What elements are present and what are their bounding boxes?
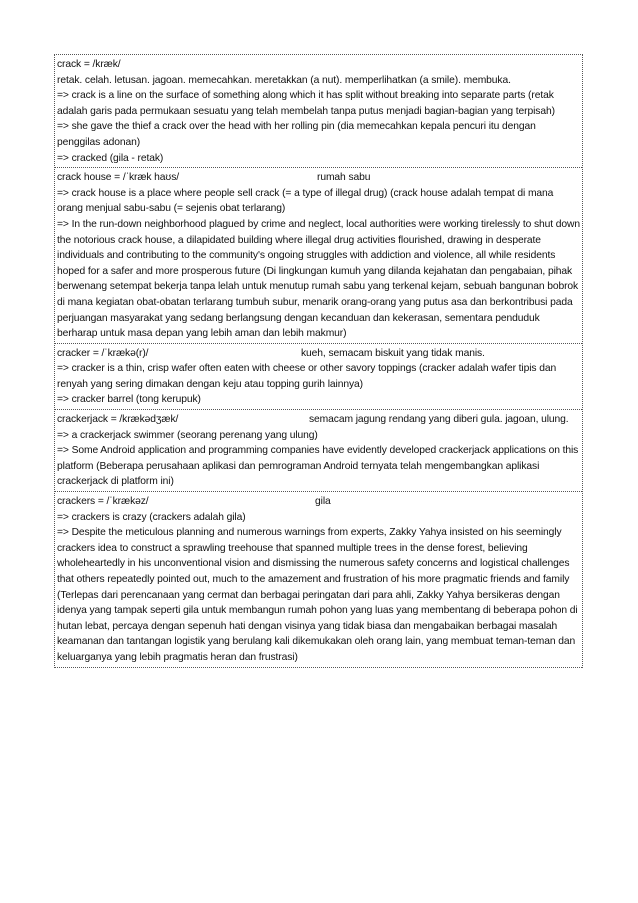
entry-head (57, 494, 580, 510)
entry-crack (55, 55, 582, 168)
headword: crackerjack = /krækədʒæk/ (57, 414, 179, 426)
example-line: => cracker is a thin, crisp wafer often eaten with cheese or other savory toppings (cracker adalah wafer tipis dan renyah yang sering dimakan dengan keju atau topping gurih lainnya) (57, 363, 557, 390)
example-line: => she gave the thief a crack over the head with her rolling pin (dia memecahkan kepala pencuri itu dengan penggilas adonan) (57, 121, 536, 148)
meaning: rumah sabu (317, 172, 371, 184)
example-line: => crack house is a place where people sell crack (= a type of illegal drug) (crack house adalah tempat di mana orang menjual sabu-sabu (= sejenis obat terlarang) (57, 187, 554, 215)
example-line: => Some Android application and programming companies have evidently developed crackerjack applications on this platform (Beberapa perusahaan aplikasi dan pemrograman Android ternyata telah mengembangkan aplikasi crackerjack di platform ini) (57, 445, 579, 488)
entry-cracker (55, 344, 582, 410)
headword: crack house = /ˈkræk haʊs/ (57, 172, 179, 184)
example-line: => cracker barrel (tong kerupuk) (57, 394, 201, 406)
entry-crackers (55, 492, 582, 668)
entry-head (57, 170, 580, 186)
meaning: kueh, semacam biskuit yang tidak manis. (301, 347, 485, 359)
headword: crackers = /ˈkrækəz/ (57, 496, 149, 508)
dictionary-table (54, 54, 583, 668)
entry-crackerjack (55, 410, 582, 492)
example-line: => a crackerjack swimmer (seorang perenang yang ulung) (57, 429, 318, 441)
entry-head (57, 346, 580, 362)
example-line: => In the run-down neighborhood plagued by crime and neglect, local authorities were working tirelessly to shut down the notorious crack house, a dilapidated building where illegal drug activities flourished, drawing in desperate individuals and contributing to the community's ongoing struggles with addiction and violence, all while residents hoped for a safer and more prosperous future (Di lingkungan kumuh yang dilanda kejahatan dan pengabaian, pihak berwenang setempat bekerja tanpa lelah untuk menutup rumah sabu yang terkenal kejam, sebuah bangunan bobrok di mana kegiatan obat-obatan terlarang tumbuh subur, menarik orang-orang yang putus asa dan berkontribusi pada perjuangan masyarakat yang sedang berlangsung dengan kecanduan dan kekerasan, sementara penduduk berharap untuk masa depan yang lebih aman dan lebih makmur) (57, 218, 581, 340)
entry-crack-house (55, 168, 582, 344)
headword: cracker = /ˈkrækə(r)/ (57, 347, 149, 359)
example-line: => cracked (gila - retak) (57, 152, 164, 164)
headword: crack = /kræk/ (57, 59, 121, 70)
example-line: => crack is a line on the surface of something along which it has split without breaking into separate parts (retak adalah garis pada permukaan sesuatu yang telah membelah tanpa putus menjadi bagian-bagian yang terpisah) (57, 90, 555, 117)
example-line: => crackers is crazy (crackers adalah gila) (57, 511, 246, 523)
meaning: retak. celah. letusan. jagoan. memecahkan. meretakkan (a nut). memperlihatkan (a smile). membuka. (57, 74, 511, 86)
entry-head (57, 57, 580, 88)
meaning: gila (315, 496, 331, 508)
example-line: => Despite the meticulous planning and numerous warnings from experts, Zakky Yahya insisted on his seemingly crackers idea to construct a sprawling treehouse that spanned multiple trees in the dense forest, believing wholeheartedly in his unconventional vision and dismissing the numerous safety concerns and logistical challenges that others repeatedly pointed out, much to the amazement and frustration of his more pragmatic friends and family (Terlepas dari perencanaan yang cermat dan berbagai peringatan dari para ahli, Zakky Yahya bersikeras dengan idenya yang tampak seperti gila untuk membangun rumah pohon yang luas yang membentang di beberapa pohon di hutan lebat, percaya dengan sepenuh hati dengan visinya yang tidak biasa dan mengabaikan berbagai masalah keamanan dan tantangan logistik yang berulang kali dikemukakan oleh orang lain, yang membuat teman-teman dan keluarganya yang lebih pragmatis heran dan frustrasi) (57, 527, 578, 663)
entry-head (57, 412, 580, 428)
meaning: semacam jagung rendang yang diberi gula. jagoan, ulung. (309, 414, 569, 426)
